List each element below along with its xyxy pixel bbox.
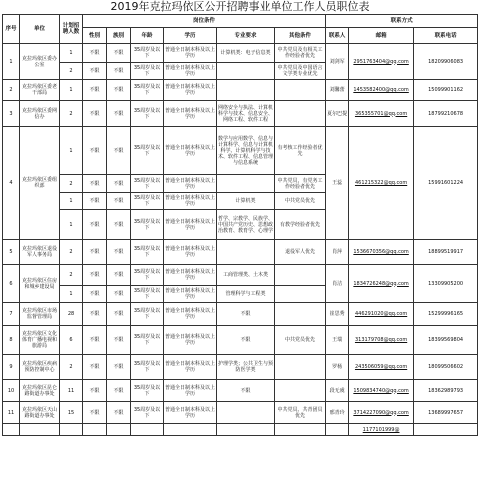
plan-cell: 2 [60, 265, 83, 286]
gender-cell: 不限 [83, 210, 107, 240]
email-link[interactable]: 1834726248@qq.com [349, 265, 414, 303]
header-group-conditions: 岗位条件 [83, 15, 326, 28]
email-link[interactable]: 1536670356@qq.com [349, 240, 414, 265]
unit-cell: 克拉玛依区退役军人事务局 [20, 240, 60, 265]
contact-person-cell: 肖萍 [326, 240, 349, 265]
other-cell: 退役军人优先 [275, 240, 326, 265]
major-cell [217, 175, 275, 193]
header-email: 邮箱 [349, 28, 414, 44]
gender-cell: 不限 [83, 286, 107, 303]
gender-cell: 不限 [83, 355, 107, 380]
ethnicity-cell: 不限 [107, 193, 131, 210]
ethnicity-cell: 不限 [107, 175, 131, 193]
education-cell: 普通全日制本科及以上学历 [164, 193, 217, 210]
major-cell: 不限 [217, 380, 275, 402]
other-cell: 有教学经验者优先 [275, 210, 326, 240]
gender-cell: 不限 [83, 101, 107, 127]
major-cell: 计算机类：电子信息类 [217, 44, 275, 63]
phone-cell: 13309905200 [414, 265, 478, 303]
ethnicity-cell: 不限 [107, 210, 131, 240]
age-cell: 35周岁及以下 [131, 44, 164, 63]
header-phone: 联系电话 [414, 28, 478, 44]
plan-cell: 1 [60, 193, 83, 210]
age-cell: 35周岁及以下 [131, 210, 164, 240]
age-cell: 35周岁及以下 [131, 240, 164, 265]
gender-cell: 不限 [83, 380, 107, 402]
ethnicity-cell: 不限 [107, 63, 131, 80]
plan-cell [60, 424, 83, 436]
education-cell: 普通全日制本科及以上学历 [164, 265, 217, 286]
other-cell: 中共党员、共青团员优先 [275, 402, 326, 424]
education-cell: 普通全日制本科及以上学历 [164, 240, 217, 265]
unit-cell: 克拉玛依区文化体育广播电视和旅游局 [20, 326, 60, 355]
education-cell: 普通全日制本科及以上学历 [164, 63, 217, 80]
unit-cell: 克拉玛依区天山路街道办事处 [20, 402, 60, 424]
education-cell: 普通全日制本科及以上学历 [164, 355, 217, 380]
contact-person-cell: 王瑞 [326, 326, 349, 355]
gender-cell: 不限 [83, 80, 107, 101]
phone-cell [414, 424, 478, 436]
unit-cell: 克拉玛依区委老干部局 [20, 80, 60, 101]
education-cell: 普通全日制本科及以上学历 [164, 101, 217, 127]
contact-person-cell: 肖洁 [326, 265, 349, 303]
contact-person-cell: 罗杨 [326, 355, 349, 380]
major-cell: 管理科学与工程类 [217, 286, 275, 303]
age-cell: 35周岁及以下 [131, 193, 164, 210]
major-cell [217, 80, 275, 101]
seq-cell: 7 [3, 303, 20, 326]
phone-cell: 15991601224 [414, 127, 478, 240]
major-cell: 不限 [217, 303, 275, 326]
ethnicity-cell: 不限 [107, 80, 131, 101]
table-row [3, 402, 478, 424]
header-age: 年龄 [131, 28, 164, 44]
phone-cell: 18899519917 [414, 240, 478, 265]
ethnicity-cell: 不限 [107, 101, 131, 127]
ethnicity-cell: 不限 [107, 380, 131, 402]
education-cell: 普通全日制本科及以上学历 [164, 303, 217, 326]
education-cell: 普通全日制本科及以上学历 [164, 402, 217, 424]
other-cell [275, 265, 326, 286]
contact-person-cell: 邢青玲 [326, 402, 349, 424]
email-link[interactable]: 1509834740@qq.com [349, 380, 414, 402]
age-cell: 35周岁及以下 [131, 101, 164, 127]
phone-cell: 18099506602 [414, 355, 478, 380]
header-seq: 序号 [3, 15, 20, 44]
age-cell: 35周岁及以下 [131, 326, 164, 355]
education-cell: 普通全日制本科及以上学历 [164, 127, 217, 175]
major-cell [217, 424, 275, 436]
plan-cell: 1 [60, 80, 83, 101]
job-table [2, 14, 478, 436]
gender-cell: 不限 [83, 175, 107, 193]
table-row [3, 355, 478, 380]
education-cell: 普通全日制本科及以上学历 [164, 326, 217, 355]
gender-cell: 不限 [83, 44, 107, 63]
age-cell: 35周岁及以下 [131, 63, 164, 80]
seq-cell: 3 [3, 101, 20, 127]
table-row [3, 424, 478, 436]
unit-cell: 克拉玛依区住房和城乡建设局 [20, 265, 60, 303]
age-cell [131, 424, 164, 436]
plan-cell: 2 [60, 63, 83, 80]
plan-cell: 6 [60, 326, 83, 355]
gender-cell: 不限 [83, 402, 107, 424]
phone-cell: 18399569804 [414, 326, 478, 355]
header-plan: 计划招聘人数 [60, 15, 83, 44]
seq-cell: 11 [3, 402, 20, 424]
table-row [3, 80, 478, 101]
email-link[interactable]: 2951763404@qq.com [349, 44, 414, 80]
gender-cell [83, 424, 107, 436]
table-row [3, 240, 478, 265]
contact-person-cell: 王蕊 [326, 127, 349, 240]
other-cell: 中共党员优先 [275, 326, 326, 355]
contact-person-cell [326, 424, 349, 436]
unit-cell [20, 424, 60, 436]
seq-cell: 1 [3, 44, 20, 80]
plan-cell: 1 [60, 286, 83, 303]
gender-cell: 不限 [83, 193, 107, 210]
contact-person-cell: 刘馨蕾 [326, 80, 349, 101]
plan-cell: 1 [60, 127, 83, 175]
education-cell: 普通全日制本科及以上学历 [164, 210, 217, 240]
plan-cell: 1 [60, 210, 83, 240]
contact-person-cell: 段无虞 [326, 380, 349, 402]
table-row [3, 326, 478, 355]
email-link[interactable]: 365355701@qq.com [349, 101, 414, 127]
age-cell: 35周岁及以下 [131, 80, 164, 101]
major-cell: 护理学类；公共卫生与预防医学类 [217, 355, 275, 380]
ethnicity-cell: 不限 [107, 303, 131, 326]
unit-cell: 克拉玛依区市场监督管理局 [20, 303, 60, 326]
plan-cell: 2 [60, 355, 83, 380]
major-cell: 工商管理类、土木类 [217, 265, 275, 286]
ethnicity-cell: 不限 [107, 265, 131, 286]
gender-cell: 不限 [83, 265, 107, 286]
phone-cell: 18209906083 [414, 44, 478, 80]
major-cell [217, 402, 275, 424]
email-link[interactable]: 243506059@qq.com [349, 355, 414, 380]
phone-cell: 18362989793 [414, 380, 478, 402]
email-link[interactable]: 461215322@qq.com [349, 127, 414, 240]
page-title: 2019年克拉玛依区公开招聘事业单位工作人员职位表 [110, 0, 370, 13]
seq-cell: 2 [3, 80, 20, 101]
other-cell [275, 286, 326, 303]
other-cell [275, 80, 326, 101]
header-group-contact: 联系方式 [326, 15, 478, 28]
major-cell: 哲学、宗教学、民族学、中国共产党历史、思想政治教育、教育学、心理学 [217, 210, 275, 240]
other-cell [275, 303, 326, 326]
table-row [3, 303, 478, 326]
major-cell: 数学与应用数学、信息与计算科学、信息与计算机科学、计算机科学与技术、软件工程、信息管理与信息系统 [217, 127, 275, 175]
education-cell: 普通全日制本科及以上学历 [164, 80, 217, 101]
ethnicity-cell: 不限 [107, 355, 131, 380]
phone-cell: 15099901162 [414, 80, 478, 101]
unit-cell: 克拉玛依区昆仑路街道办事处 [20, 380, 60, 402]
major-cell [217, 240, 275, 265]
education-cell: 普通全日制本科及以上学历 [164, 44, 217, 63]
phone-cell: 18799210678 [414, 101, 478, 127]
plan-cell: 2 [60, 240, 83, 265]
age-cell: 35周岁及以下 [131, 175, 164, 193]
ethnicity-cell: 不限 [107, 44, 131, 63]
gender-cell: 不限 [83, 63, 107, 80]
seq-cell: 10 [3, 380, 20, 402]
email-link[interactable]: 446291020@qq.com [349, 303, 414, 326]
seq-cell: 9 [3, 355, 20, 380]
table-row [3, 265, 478, 286]
seq-cell: 8 [3, 326, 20, 355]
major-cell: 网络安全与执法、计算机科学与技术、信息安全、网络工程、软件工程 [217, 101, 275, 127]
age-cell: 35周岁及以下 [131, 303, 164, 326]
other-cell: 中共党员，有党务工作经验者优先 [275, 175, 326, 193]
age-cell: 35周岁及以下 [131, 380, 164, 402]
ethnicity-cell: 不限 [107, 286, 131, 303]
other-cell: 中共党员及有相关工作经验者优先 [275, 44, 326, 63]
ethnicity-cell: 不限 [107, 240, 131, 265]
header-contact-person: 联系人 [326, 28, 349, 44]
seq-cell [3, 424, 20, 436]
table-row [3, 380, 478, 402]
table-row [3, 101, 478, 127]
contact-person-cell: 崔思秀 [326, 303, 349, 326]
gender-cell: 不限 [83, 326, 107, 355]
unit-cell: 克拉玛依区委网信办 [20, 101, 60, 127]
unit-cell: 克拉玛依区疾病预防控制中心 [20, 355, 60, 380]
major-cell: 计算机类 [217, 193, 275, 210]
header-other: 其他条件 [275, 28, 326, 44]
plan-cell: 1 [60, 44, 83, 63]
ethnicity-cell: 不限 [107, 127, 131, 175]
age-cell: 35周岁及以下 [131, 355, 164, 380]
unit-cell: 克拉玛依区委办公室 [20, 44, 60, 80]
other-cell: 有考核工作经验者优先 [275, 127, 326, 175]
plan-cell: 11 [60, 380, 83, 402]
header-education: 学历 [164, 28, 217, 44]
other-cell [275, 380, 326, 402]
plan-cell: 15 [60, 402, 83, 424]
contact-person-cell: 刘剑军 [326, 44, 349, 80]
header-gender: 性别 [83, 28, 107, 44]
seq-cell: 6 [3, 265, 20, 303]
job-table-body [3, 44, 478, 436]
header-ethnicity: 族别 [107, 28, 131, 44]
seq-cell: 5 [3, 240, 20, 265]
age-cell: 35周岁及以下 [131, 127, 164, 175]
table-row [3, 44, 478, 63]
phone-cell: 13689997657 [414, 402, 478, 424]
ethnicity-cell [107, 424, 131, 436]
other-cell [275, 101, 326, 127]
age-cell: 35周岁及以下 [131, 286, 164, 303]
ethnicity-cell: 不限 [107, 326, 131, 355]
education-cell: 普通全日制本科及以上学历 [164, 286, 217, 303]
gender-cell: 不限 [83, 240, 107, 265]
other-cell: 中共党员及中国语言文学类专业优先 [275, 63, 326, 80]
ethnicity-cell: 不限 [107, 402, 131, 424]
gender-cell: 不限 [83, 303, 107, 326]
email-link[interactable]: 3714227090@qq.com [349, 402, 414, 424]
gender-cell: 不限 [83, 127, 107, 175]
plan-cell: 28 [60, 303, 83, 326]
seq-cell: 4 [3, 127, 20, 240]
major-cell: 不限 [217, 326, 275, 355]
plan-cell: 2 [60, 101, 83, 127]
age-cell: 35周岁及以下 [131, 265, 164, 286]
other-cell [275, 424, 326, 436]
education-cell: 普通全日制本科及以上学历 [164, 175, 217, 193]
unit-cell: 克拉玛依区委组织部 [20, 127, 60, 240]
plan-cell: 2 [60, 175, 83, 193]
education-cell: 普通全日制本科及以上学历 [164, 380, 217, 402]
header-unit: 单位 [20, 15, 60, 44]
contact-person-cell: 夏尔巴提 [326, 101, 349, 127]
other-cell [275, 355, 326, 380]
other-cell: 中共党员优先 [275, 193, 326, 210]
major-cell [217, 63, 275, 80]
phone-cell: 15299996165 [414, 303, 478, 326]
education-cell [164, 424, 217, 436]
table-row [3, 127, 478, 175]
email-link[interactable]: 1453582400@qq.com [349, 80, 414, 101]
email-link[interactable]: 313179708@qq.com [349, 326, 414, 355]
header-major: 专业要求 [217, 28, 275, 44]
email-link[interactable]: 1177101999@ [349, 424, 414, 436]
age-cell: 35周岁及以下 [131, 402, 164, 424]
